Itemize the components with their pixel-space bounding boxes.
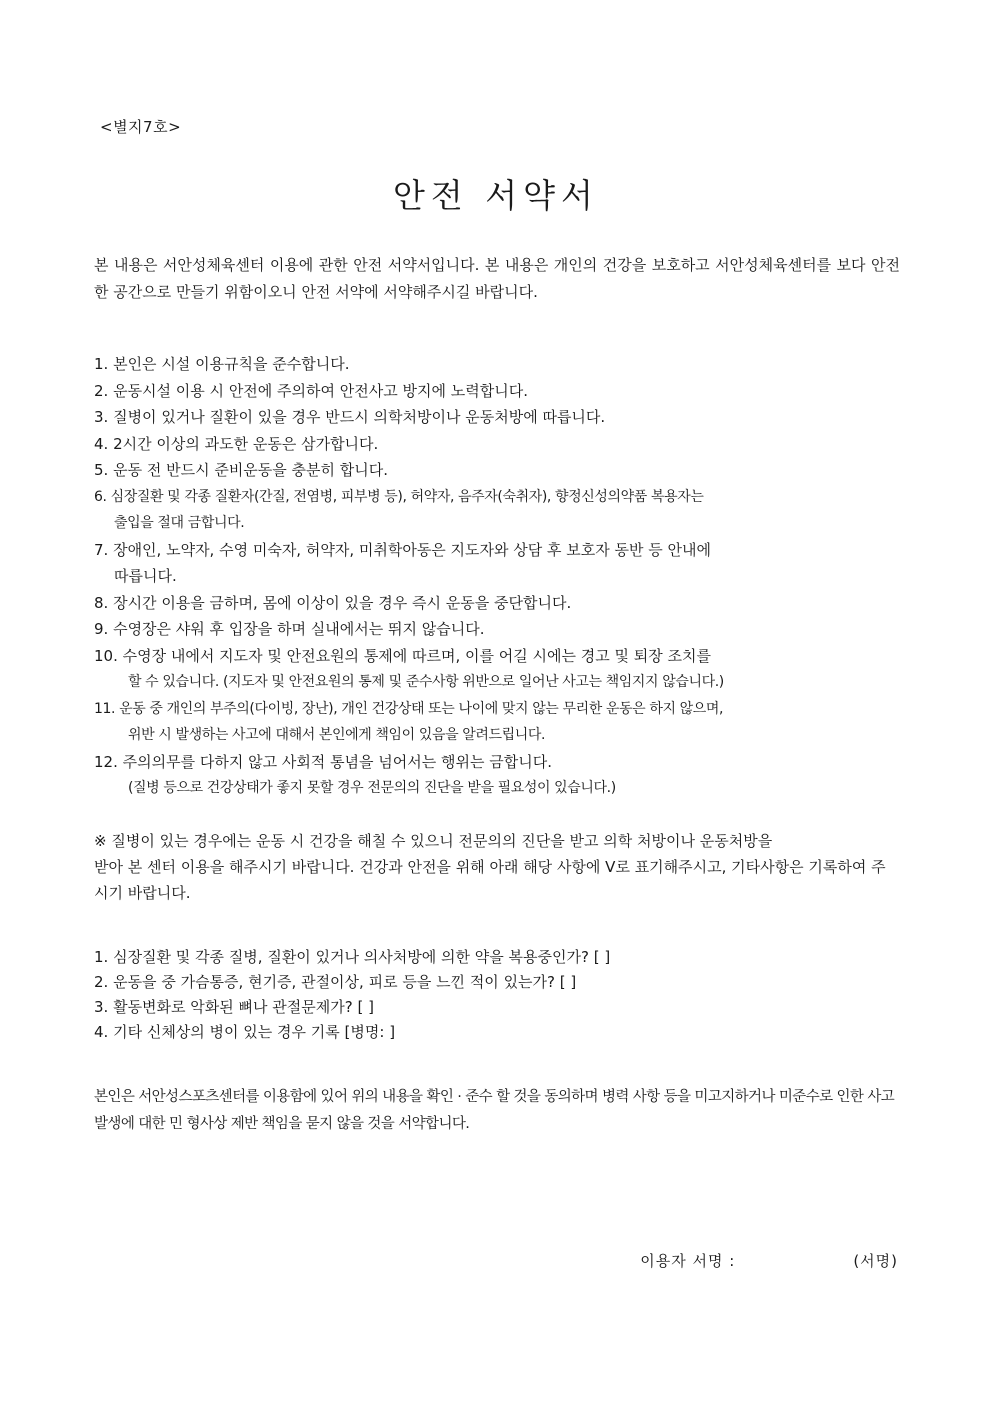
consent-paragraph: 본인은 서안성스포츠센터를 이용함에 있어 위의 내용을 확인 · 준수 할 것을 동의하며 병력 사항 등을 미고지하거나 미준수로 인한 사고발생에 대한 민 형사상 제반 책임을 묻지 않을 것을 서약합니다. xyxy=(94,1089,895,1132)
rule-item: 12. 주의의무를 다하지 않고 사회적 통념을 넘어서는 행위는 금합니다. (질병 등으로 건강상태가 좋지 못할 경우 전문의의 진단을 받을 필요성이 있습니다.) xyxy=(94,752,616,796)
check-item: 3. 활동변화로 악화된 뼈나 관절문제가? [ ] xyxy=(94,998,374,1016)
annex-label: <별지7호> xyxy=(100,118,182,136)
rule-item: 5. 운동 전 반드시 준비운동을 충분히 합니다. xyxy=(94,461,389,479)
check-item: 2. 운동을 중 가슴통증, 현기증, 관절이상, 피로 등을 느낀 적이 있는가? [ ] xyxy=(94,973,577,991)
rules-list xyxy=(94,351,914,802)
signature-suffix: (서명) xyxy=(853,1252,898,1270)
signature-label: 이용자 서명 : xyxy=(640,1252,736,1270)
health-notice: ※ 질병이 있는 경우에는 운동 시 건강을 해칠 수 있으니 전문의의 진단을 받고 의학 처방이나 운동처방을 받아 본 센터 이용을 해주시기 바랍니다. 건강과 안전을 위해 아래 해당 사항에 V로 표기해주시고, 기타사항은 기록하여 주시기 바랍니다. xyxy=(94,832,886,902)
rule-item: 1. 본인은 시설 이용규칙을 준수합니다. xyxy=(94,355,350,373)
check-item: 4. 기타 신체상의 병이 있는 경우 기록 [병명: ] xyxy=(94,1023,396,1041)
check-item: 1. 심장질환 및 각종 질병, 질환이 있거나 의사처방에 의한 약을 복용중인가? [ ] xyxy=(94,948,611,966)
rule-item: 11. 운동 중 개인의 부주의(다이빙, 장난), 개인 건강상태 또는 나이에 맞지 않는 무리한 운동은 하지 않으며, 위반 시 발생하는 사고에 대해서 본인에게 책임이 있음을 알려드립니다. xyxy=(94,700,724,743)
rule-item: 4. 2시간 이상의 과도한 운동은 삼가합니다. xyxy=(94,434,379,453)
signature-line xyxy=(640,1250,898,1271)
rule-item: 3. 질병이 있거나 질환이 있을 경우 반드시 의학처방이나 운동처방에 따릅니다. xyxy=(94,408,606,426)
intro-paragraph: 본 내용은 서안성체육센터 이용에 관한 안전 서약서입니다. 본 내용은 개인의 건강을 보호하고 서안성체육센터를 보다 안전한 공간으로 만들기 위함이오니 안전 서약에 서약해주시길 바랍니다. xyxy=(94,256,900,301)
rule-item: 6. 심장질환 및 각종 질환자(간질, 전염병, 피부병 등), 허약자, 음주자(숙취자), 향정신성의약품 복용자는 출입을 절대 금합니다. xyxy=(94,488,704,531)
rule-item: 10. 수영장 내에서 지도자 및 안전요원의 통제에 따르며, 이를 어길 시에는 경고 및 퇴장 조치를 할 수 있습니다. (지도자 및 안전요원의 통제 및 준수사항 위반으로 일어난 사고는 책임지지 않습니다.) xyxy=(94,646,724,690)
signature-blank xyxy=(735,1250,853,1271)
rule-item: 2. 운동시설 이용 시 안전에 주의하여 안전사고 방지에 노력합니다. xyxy=(94,381,528,400)
rule-item: 7. 장애인, 노약자, 수영 미숙자, 허약자, 미취학아동은 지도자와 상담 후 보호자 동반 등 안내에 따릅니다. xyxy=(94,540,712,585)
document-title: 안전 서약서 xyxy=(393,176,599,215)
health-check-list xyxy=(94,945,914,1045)
rule-item: 8. 장시간 이용을 금하며, 몸에 이상이 있을 경우 즉시 운동을 중단합니다. xyxy=(94,593,572,612)
rule-item: 9. 수영장은 샤워 후 입장을 하며 실내에서는 뛰지 않습니다. xyxy=(94,620,485,638)
